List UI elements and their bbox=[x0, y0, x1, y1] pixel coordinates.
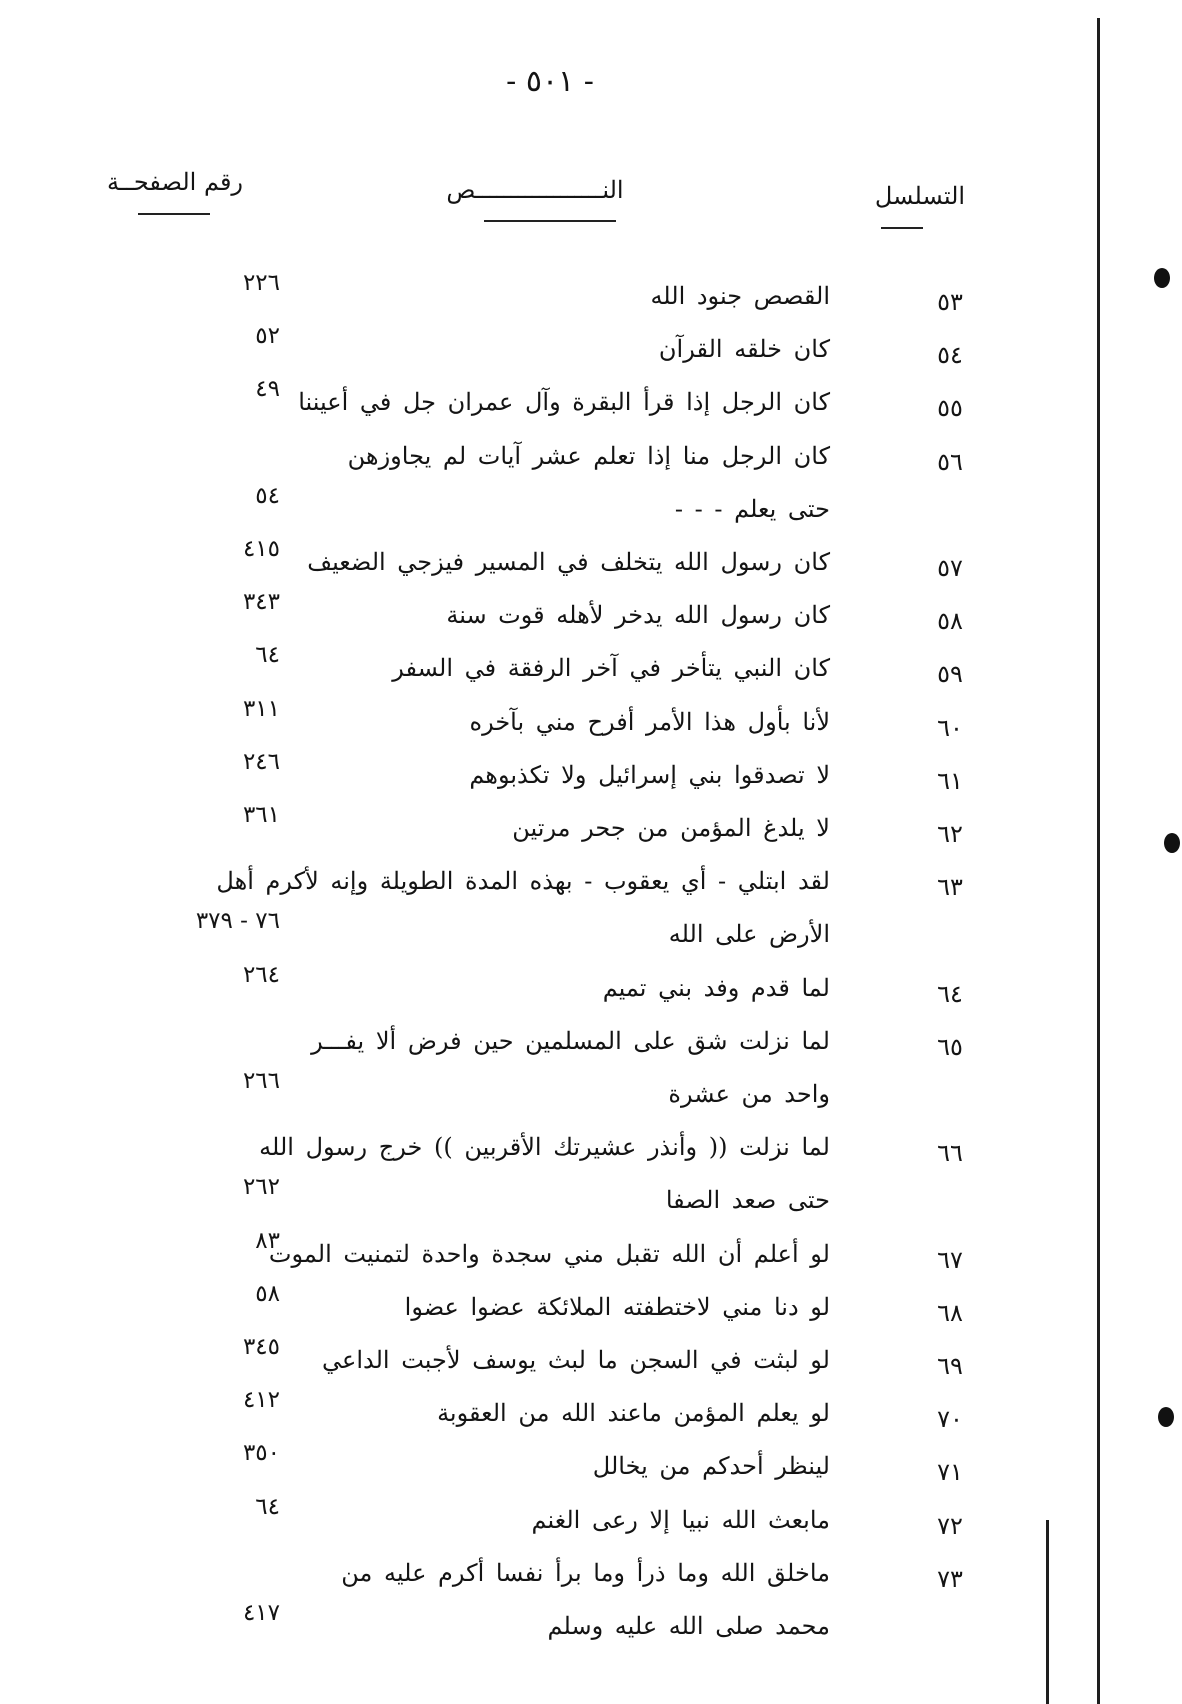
entry-text: لا تصدقوا بني إسرائيل ولا تكذبوهم bbox=[469, 761, 830, 789]
entry-serial: ٦٨ bbox=[937, 1299, 963, 1327]
header-serial-underline bbox=[881, 227, 923, 229]
entry-text: كان رسول الله يدخر لأهله قوت سنة bbox=[446, 601, 830, 629]
header-page-number: رقم الصفحــة bbox=[106, 168, 244, 196]
table-row bbox=[60, 696, 1000, 754]
entry-page-number: ٢٢٦ bbox=[242, 270, 280, 296]
entry-text: الأرض على الله bbox=[668, 920, 830, 948]
table-row bbox=[60, 1600, 1000, 1658]
table-row bbox=[60, 802, 1000, 860]
entry-serial: ٥٦ bbox=[937, 448, 963, 476]
entry-text: كان رسول الله يتخلف في المسير فيزجي الضعيف bbox=[307, 548, 830, 576]
header-serial: التسلسل bbox=[874, 182, 966, 210]
entry-page-number: ٣٦١ bbox=[242, 802, 280, 828]
punch-hole bbox=[1164, 833, 1180, 853]
entry-serial: ٥٥ bbox=[937, 394, 963, 422]
entry-serial: ٧٣ bbox=[937, 1565, 963, 1593]
entry-text: كان النبي يتأخر في آخر الرفقة في السفر bbox=[392, 654, 830, 682]
entry-serial: ٥٣ bbox=[937, 288, 963, 316]
entry-page-number: ٢٤٦ bbox=[242, 749, 280, 775]
entry-text: لما نزلت (( وأنذر عشيرتك الأقربين )) خرج رسول الله bbox=[259, 1133, 830, 1161]
entry-serial: ٦٩ bbox=[937, 1352, 963, 1380]
entry-text: لا يلدغ المؤمن من جحر مرتين bbox=[512, 814, 830, 842]
table-row bbox=[60, 1133, 1000, 1179]
entry-serial: ٦٧ bbox=[937, 1246, 963, 1274]
entry-page-number: ٤١٢ bbox=[242, 1387, 280, 1413]
entry-serial: ٦٦ bbox=[937, 1139, 963, 1167]
table-row bbox=[60, 1559, 1000, 1605]
entry-page-number: ٣١١ bbox=[242, 696, 280, 722]
entry-serial: ٦١ bbox=[937, 767, 963, 795]
entry-page-number: ٥٨ bbox=[255, 1281, 280, 1307]
entry-serial: ٥٧ bbox=[937, 554, 963, 582]
table-row bbox=[60, 589, 1000, 647]
table-row bbox=[60, 442, 1000, 488]
entry-serial: ٧٠ bbox=[937, 1405, 963, 1433]
header-page-underline bbox=[138, 213, 210, 215]
entry-serial: ٦٣ bbox=[937, 873, 963, 901]
table-row bbox=[60, 908, 1000, 966]
table-row bbox=[60, 1068, 1000, 1126]
entry-text: كان الرجل إذا قرأ البقرة وآل عمران جل في أعيننا bbox=[298, 388, 830, 416]
entry-text: لينظر أحدكم من يخالل bbox=[592, 1452, 830, 1480]
entry-text: كان خلقه القرآن bbox=[658, 335, 830, 363]
entry-page-number: ٤٩ bbox=[255, 376, 280, 402]
table-row bbox=[60, 1174, 1000, 1232]
header-text-underline bbox=[484, 220, 616, 222]
table-row bbox=[60, 1440, 1000, 1498]
entry-text: لأنا بأول هذا الأمر أفرح مني بآخره bbox=[469, 708, 830, 736]
entry-text: لو لبثت في السجن ما لبث يوسف لأجبت الداعي bbox=[322, 1346, 830, 1374]
entry-text: ماخلق الله وما ذرأ وما برأ نفسا أكرم عليه من bbox=[341, 1559, 830, 1587]
entry-serial: ٦٠ bbox=[937, 714, 963, 742]
entry-serial: ٧١ bbox=[937, 1458, 963, 1486]
table-row bbox=[60, 1228, 1000, 1286]
entry-text: القصص جنود الله bbox=[650, 282, 830, 310]
table-row bbox=[60, 1334, 1000, 1392]
table-row bbox=[60, 1387, 1000, 1445]
entry-page-number: ٥٢ bbox=[255, 323, 280, 349]
entry-page-number: ٦٤ bbox=[255, 1494, 280, 1520]
entry-text: لما قدم وفد بني تميم bbox=[602, 974, 830, 1002]
entry-serial: ٥٤ bbox=[937, 341, 963, 369]
entry-text: لو دنا مني لاختطفته الملائكة عضوا عضوا bbox=[404, 1293, 830, 1321]
entry-page-number: ٦٤ bbox=[255, 642, 280, 668]
page-binding-edge bbox=[1097, 18, 1100, 1704]
entry-serial: ٦٥ bbox=[937, 1033, 963, 1061]
table-row bbox=[60, 376, 1000, 434]
entry-page-number: ٥٤ bbox=[255, 483, 280, 509]
entry-text: لما نزلت شق على المسلمين حين فرض ألا يفـــر bbox=[311, 1027, 830, 1055]
table-row bbox=[60, 1281, 1000, 1339]
entry-page-number: ٣٤٣ bbox=[242, 589, 280, 615]
table-row bbox=[60, 483, 1000, 541]
table-row bbox=[60, 270, 1000, 328]
page-binding-edge-lower bbox=[1046, 1520, 1049, 1704]
table-row bbox=[60, 867, 1000, 913]
entry-page-number: ٧٦ - ٣٧٩ bbox=[195, 908, 280, 934]
entry-serial: ٦٤ bbox=[937, 980, 963, 1008]
punch-hole bbox=[1154, 268, 1170, 288]
entry-text: واحد من عشرة bbox=[668, 1080, 830, 1108]
entry-text: محمد صلى الله عليه وسلم bbox=[547, 1612, 830, 1640]
entry-page-number: ٨٣ bbox=[255, 1228, 280, 1254]
table-row bbox=[60, 1027, 1000, 1073]
header-text: النــــــــــــــــــص bbox=[446, 176, 624, 204]
entry-text: مابعث الله نبيا إلا رعى الغنم bbox=[531, 1506, 830, 1534]
entry-serial: ٥٩ bbox=[937, 660, 963, 688]
entry-page-number: ٤١٧ bbox=[242, 1600, 280, 1626]
entry-page-number: ٣٥٠ bbox=[242, 1440, 280, 1466]
entry-page-number: ٢٦٤ bbox=[242, 962, 280, 988]
entry-text: لو أعلم أن الله تقبل مني سجدة واحدة لتمنيت الموت bbox=[268, 1240, 830, 1268]
table-row bbox=[60, 749, 1000, 807]
entry-text: حتى صعد الصفا bbox=[665, 1186, 830, 1214]
entry-text: لو يعلم المؤمن ماعند الله من العقوبة bbox=[437, 1399, 830, 1427]
entry-serial: ٥٨ bbox=[937, 607, 963, 635]
entry-page-number: ٢٦٢ bbox=[242, 1174, 280, 1200]
punch-hole bbox=[1158, 1407, 1174, 1427]
table-row bbox=[60, 1494, 1000, 1552]
entry-page-number: ٣٤٥ bbox=[242, 1334, 280, 1360]
table-row bbox=[60, 536, 1000, 594]
entry-text: لقد ابتلي - أي يعقوب - بهذه المدة الطويلة وإنه لأكرم أهل bbox=[216, 867, 830, 895]
table-row bbox=[60, 642, 1000, 700]
page-number: - ٥٠١ - bbox=[506, 64, 594, 99]
table-row bbox=[60, 962, 1000, 1020]
entry-serial: ٦٢ bbox=[937, 820, 963, 848]
entry-text: كان الرجل منا إذا تعلم عشر آيات لم يجاوزهن bbox=[347, 442, 830, 470]
entry-text: حتى يعلم - - - bbox=[674, 495, 830, 523]
entry-page-number: ٤١٥ bbox=[242, 536, 280, 562]
entry-page-number: ٢٦٦ bbox=[242, 1068, 280, 1094]
entry-serial: ٧٢ bbox=[937, 1512, 963, 1540]
table-row bbox=[60, 323, 1000, 381]
